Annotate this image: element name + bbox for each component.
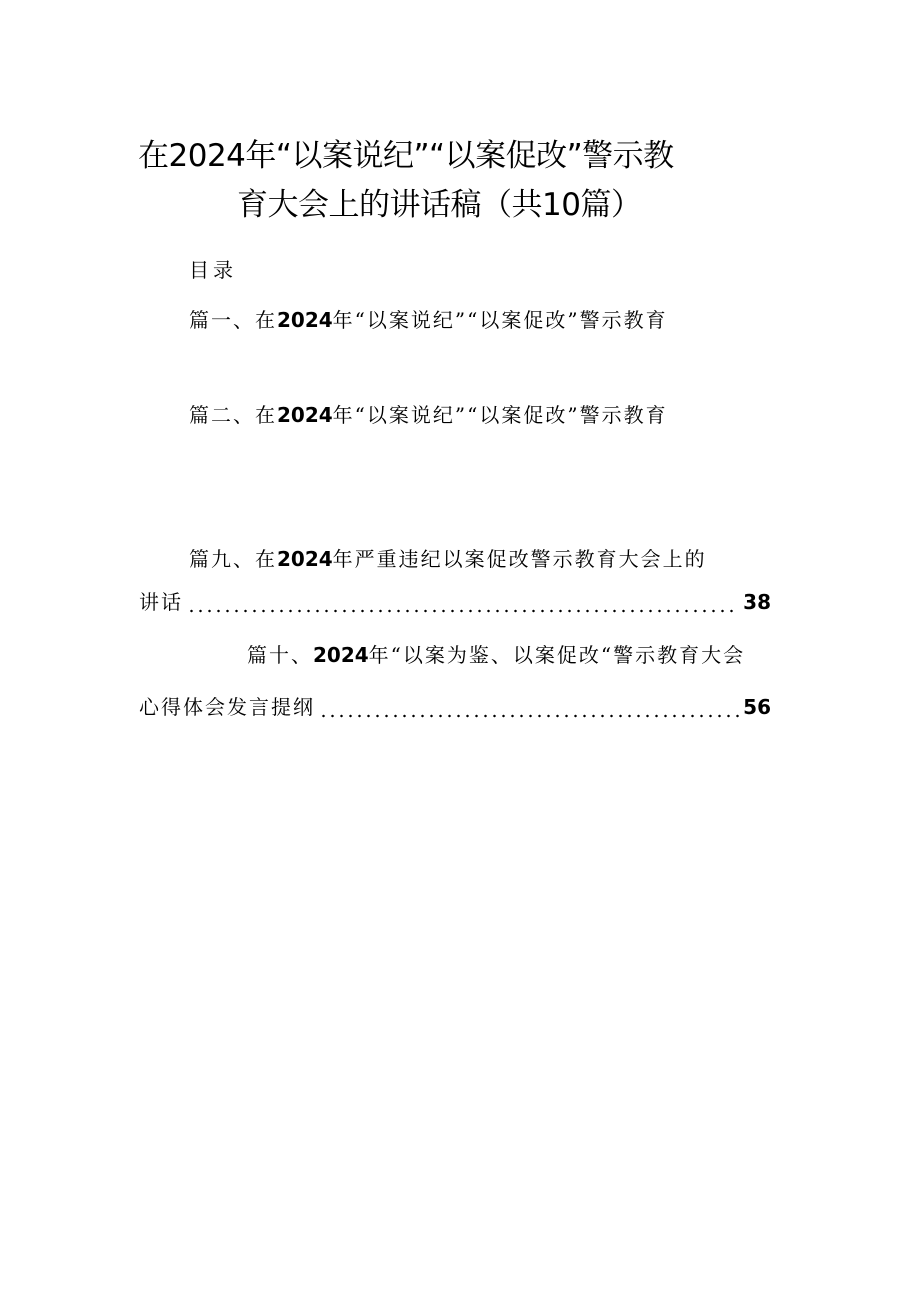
toc-item-2[interactable] <box>189 401 668 429</box>
toc-leader-dots <box>187 588 739 616</box>
toc-item-1-year: 2024 <box>277 308 333 332</box>
toc-item-10-page-number: 56 <box>743 695 771 719</box>
toc-item-10-continuation[interactable] <box>139 693 771 721</box>
toc-item-9-prefix: 篇九、在 <box>189 547 277 571</box>
toc-item-2-prefix: 篇二、在 <box>189 403 277 427</box>
toc-item-9-line2: 讲话 <box>139 590 183 614</box>
toc-item-10[interactable] <box>247 641 745 669</box>
toc-item-9-continuation[interactable] <box>139 588 771 616</box>
document-title-line-2: 育大会上的讲话稿（共10篇） <box>237 187 642 223</box>
toc-item-10-line2: 心得体会发言提纲 <box>139 695 315 719</box>
toc-item-9-year: 2024 <box>277 547 333 571</box>
toc-leader-dots <box>319 693 739 721</box>
toc-item-1-text: 年“以案说纪”“以案促改”警示教育 <box>332 308 668 332</box>
toc-item-10-prefix: 篇十、 <box>247 643 313 667</box>
toc-item-10-year: 2024 <box>313 643 369 667</box>
toc-item-1-prefix: 篇一、在 <box>189 308 277 332</box>
toc-item-2-text: 年“以案说纪”“以案促改”警示教育 <box>332 403 668 427</box>
toc-item-9-text: 年严重违纪以案促改警示教育大会上的 <box>332 547 707 571</box>
toc-item-2-year: 2024 <box>277 403 333 427</box>
document-title-line-1: 在2024年“以案说纪”“以案促改”警示教 <box>138 138 674 174</box>
toc-heading: 目录 <box>189 258 237 282</box>
toc-item-10-text: 年“以案为鉴、以案促改“警示教育大会 <box>368 643 746 667</box>
toc-item-9[interactable] <box>189 545 707 573</box>
toc-item-9-page-number: 38 <box>743 590 771 614</box>
toc-item-1[interactable] <box>189 306 668 334</box>
